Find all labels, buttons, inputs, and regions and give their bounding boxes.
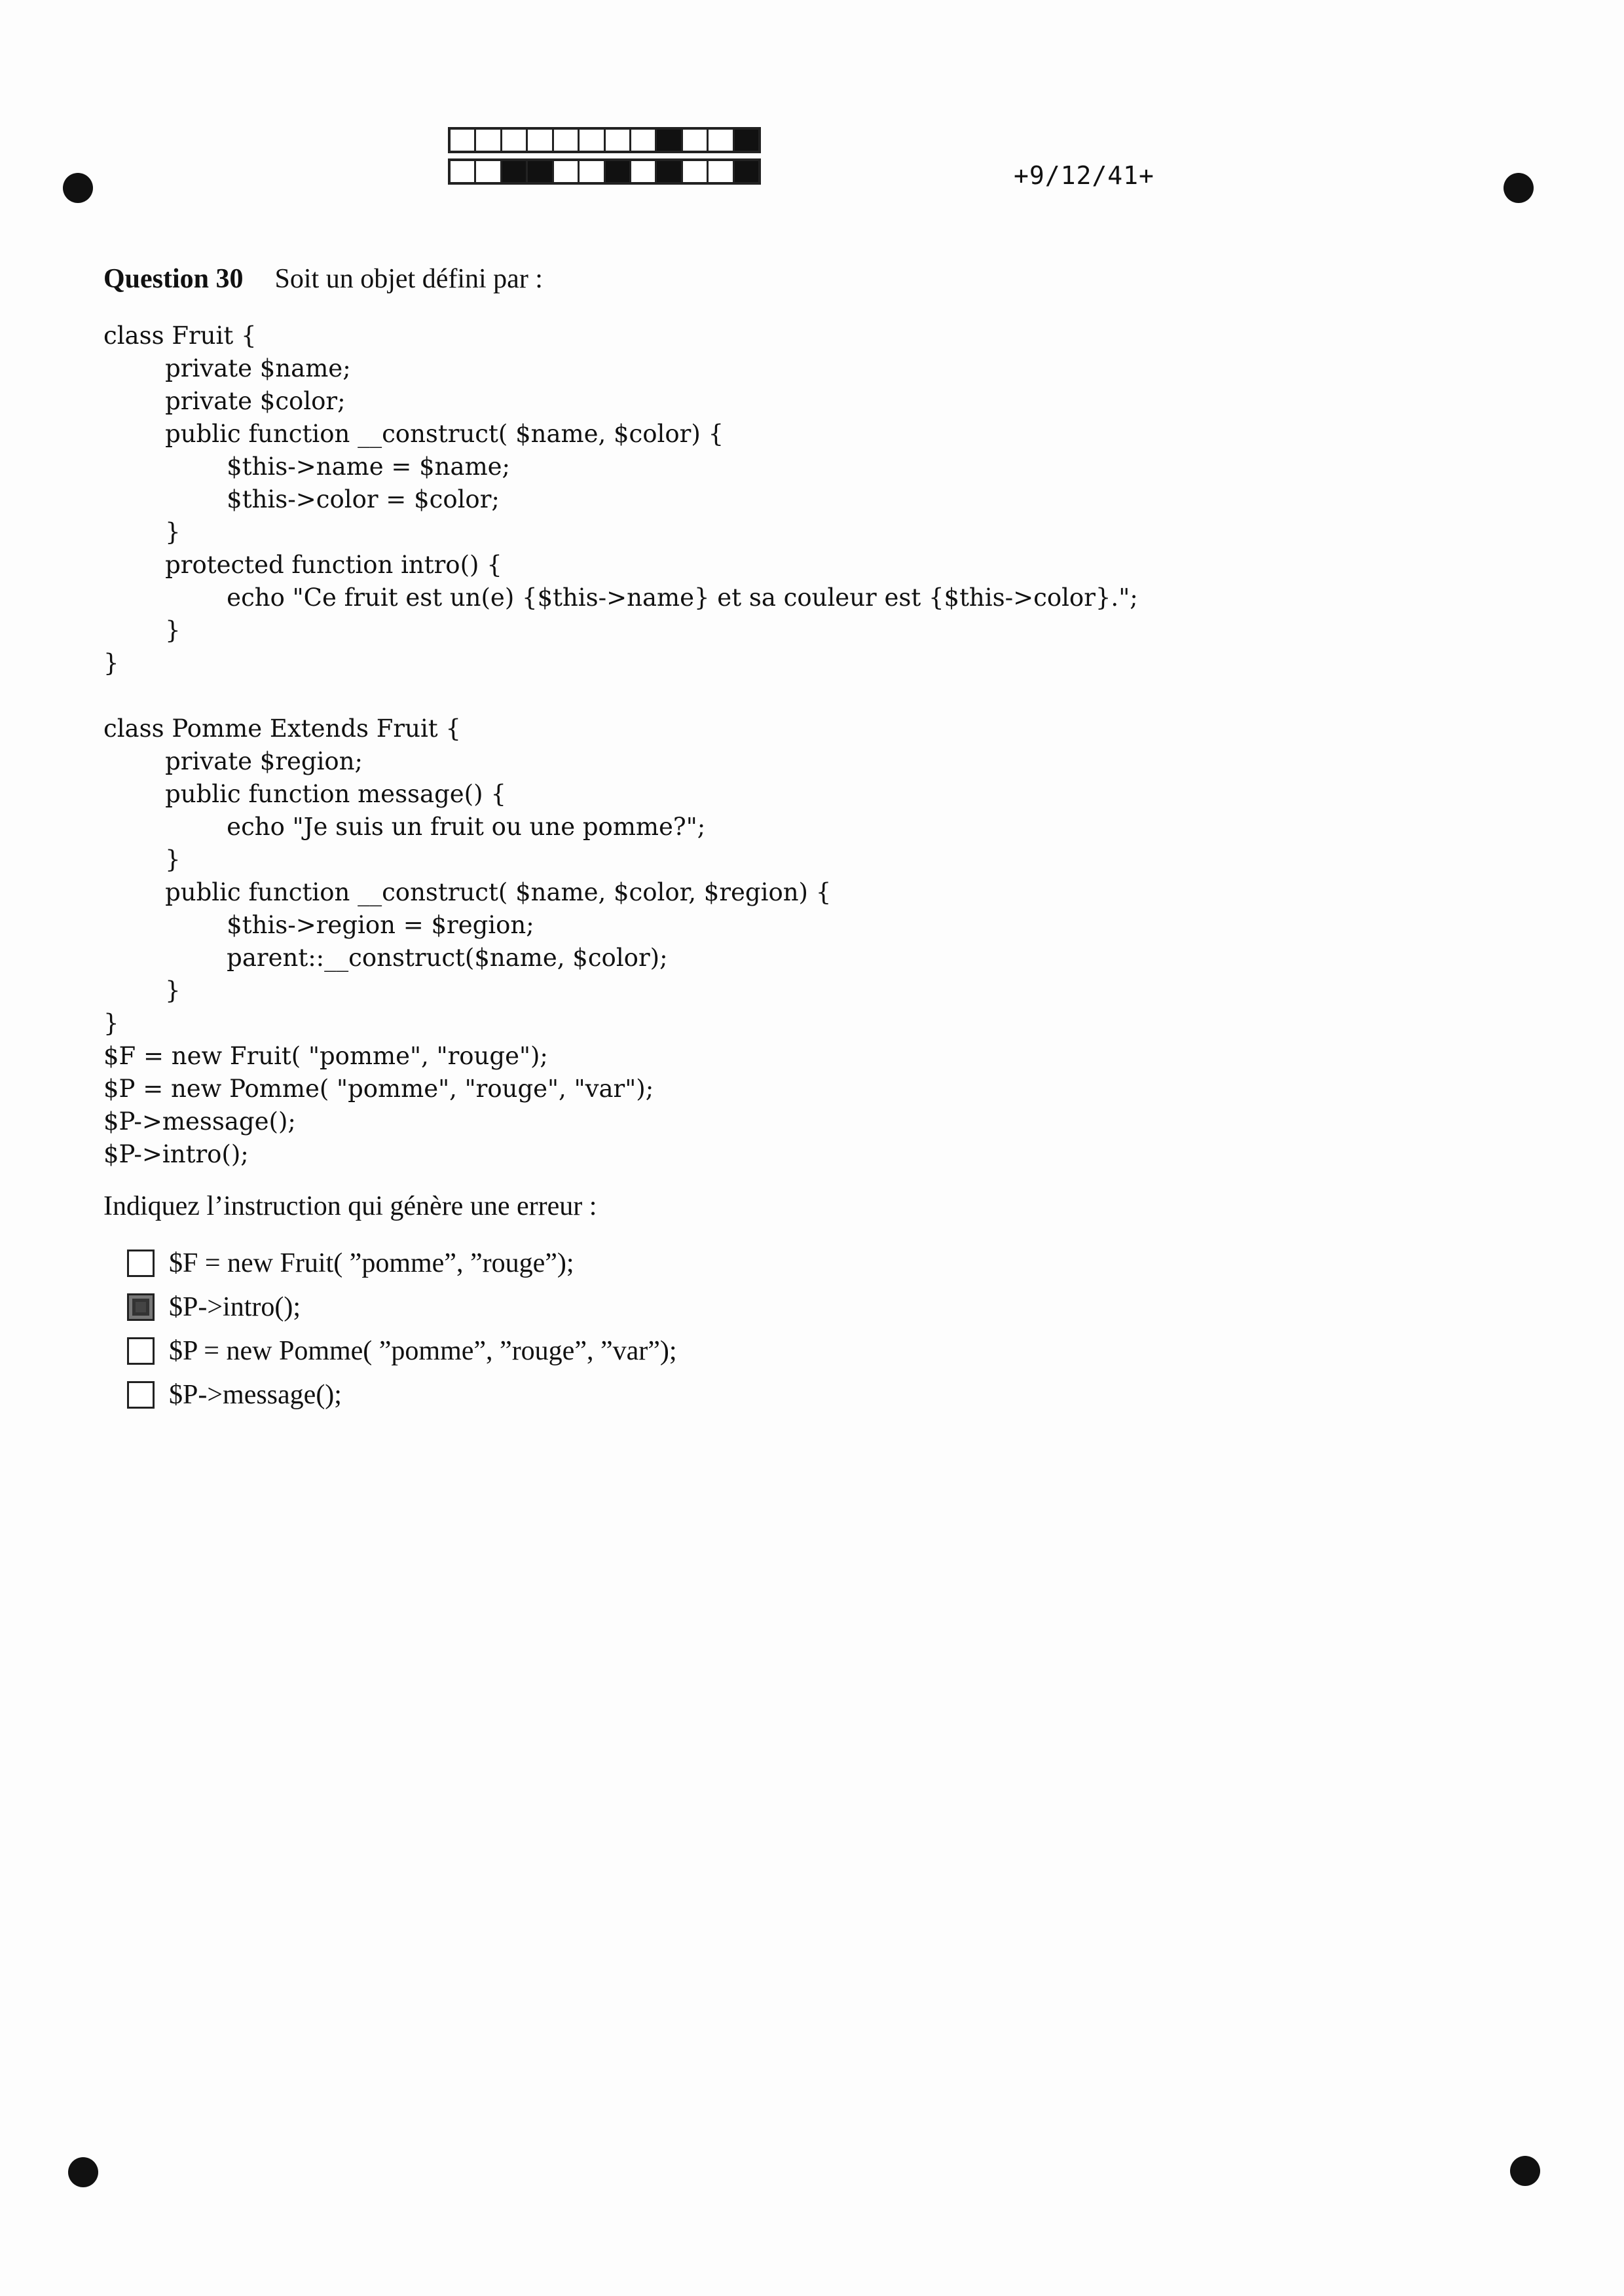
code-bar-top xyxy=(448,127,761,153)
code-block xyxy=(103,320,1138,1171)
checkbox[interactable] xyxy=(127,1250,155,1277)
code-line: class Fruit { xyxy=(103,322,257,350)
code-bar-cell xyxy=(554,161,580,182)
checkbox[interactable] xyxy=(127,1381,155,1409)
code-line: $P->intro(); xyxy=(103,1140,249,1168)
code-line: } xyxy=(103,616,181,644)
code-bar-cell xyxy=(683,130,709,151)
code-line: private $name; xyxy=(103,354,351,382)
answer-option[interactable] xyxy=(127,1329,677,1373)
code-bar-cell xyxy=(683,161,709,182)
code-bar-cell xyxy=(735,161,758,182)
registration-mark-bottom-left xyxy=(68,2157,98,2187)
code-bar-cell xyxy=(502,161,528,182)
code-line: } xyxy=(103,976,181,1005)
question-instruction: Indiquez l’instruction qui génère une erreur : xyxy=(103,1191,597,1221)
code-bar-cell xyxy=(476,130,502,151)
code-line: $F = new Fruit( "pomme", "rouge"); xyxy=(103,1042,548,1070)
answer-option-label: $P->message(); xyxy=(169,1379,342,1410)
code-bar-cell xyxy=(657,130,682,151)
code-line: $this->color = $color; xyxy=(103,485,500,513)
code-bar-cell xyxy=(606,161,631,182)
code-line: public function __construct( $name, $color) { xyxy=(103,420,724,448)
code-line: echo "Ce fruit est un(e) {$this->name} et sa couleur est {$this->color}."; xyxy=(103,583,1138,612)
answer-option[interactable] xyxy=(127,1373,677,1416)
code-bar-cell xyxy=(476,161,502,182)
registration-mark-bottom-right xyxy=(1510,2156,1540,2186)
code-line: } xyxy=(103,649,119,677)
answer-option-label: $F = new Fruit( ”pomme”, ”rouge”); xyxy=(169,1248,574,1278)
code-bar-cell xyxy=(451,161,476,182)
code-line: $this->name = $name; xyxy=(103,453,511,481)
code-bar-cell xyxy=(606,130,631,151)
code-bar-cell xyxy=(502,130,528,151)
code-line: protected function intro() { xyxy=(103,551,502,579)
code-line: $P = new Pomme( "pomme", "rouge", "var"); xyxy=(103,1075,654,1103)
code-line: private $region; xyxy=(103,747,363,775)
checked-checkbox[interactable] xyxy=(127,1293,155,1321)
registration-mark-top-right xyxy=(1504,173,1534,203)
code-bar-cell xyxy=(709,161,734,182)
code-line: $this->region = $region; xyxy=(103,911,534,939)
code-line: $P->message(); xyxy=(103,1107,296,1136)
page-identifier: +9/12/41+ xyxy=(1014,161,1154,190)
answer-options xyxy=(127,1241,677,1416)
code-bar-cell xyxy=(528,130,553,151)
code-bar-cell xyxy=(580,161,605,182)
answer-option[interactable] xyxy=(127,1241,677,1285)
code-bar-bottom xyxy=(448,158,761,185)
question-prompt: Soit un objet défini par : xyxy=(274,264,543,294)
code-line: private $color; xyxy=(103,387,346,415)
question-header xyxy=(103,263,543,295)
code-line: parent::__construct($name, $color); xyxy=(103,944,668,972)
code-bar-cell xyxy=(709,130,734,151)
question-number: Question 30 xyxy=(103,264,244,294)
code-line xyxy=(103,680,1138,713)
checkbox[interactable] xyxy=(127,1337,155,1365)
code-line: public function __construct( $name, $color, $region) { xyxy=(103,878,832,906)
code-line: class Pomme Extends Fruit { xyxy=(103,714,461,743)
code-bar-cell xyxy=(735,130,758,151)
answer-option-label: $P->intro(); xyxy=(169,1291,301,1322)
code-line: echo "Je suis un fruit ou une pomme?"; xyxy=(103,813,706,841)
code-line: } xyxy=(103,845,181,874)
registration-mark-top-left xyxy=(63,173,93,203)
code-bar-cell xyxy=(631,161,657,182)
code-bar-cell xyxy=(657,161,682,182)
code-bar-cell xyxy=(451,130,476,151)
code-bar-cell xyxy=(554,130,580,151)
code-line: public function message() { xyxy=(103,780,506,808)
code-line: } xyxy=(103,1009,119,1037)
code-bar-cell xyxy=(580,130,605,151)
answer-option-label: $P = new Pomme( ”pomme”, ”rouge”, ”var”); xyxy=(169,1335,677,1366)
answer-option[interactable] xyxy=(127,1285,677,1329)
code-bar-cell xyxy=(528,161,553,182)
code-bar-cell xyxy=(631,130,657,151)
code-line: } xyxy=(103,518,181,546)
